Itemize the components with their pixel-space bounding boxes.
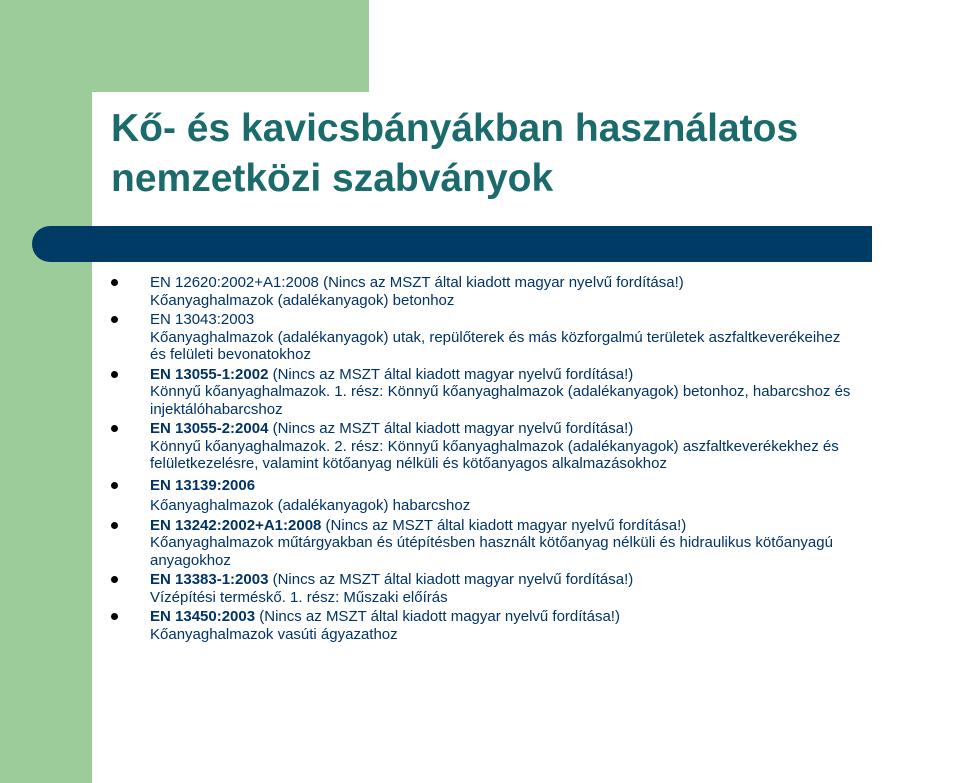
standard-code: EN 13242:2002+A1:2008 xyxy=(150,516,322,534)
title-line-2: nemzetközi szabványok xyxy=(111,157,554,200)
green-sidebar-decoration xyxy=(0,0,92,783)
list-item xyxy=(150,420,956,473)
standards-list xyxy=(150,274,956,643)
standard-description: Vízépítési terméskő. 1. rész: Műszaki előírás xyxy=(150,588,448,606)
standard-code: EN 12620:2002+A1:2008 xyxy=(150,274,319,291)
standard-description: Kőanyaghalmazok (adalékanyagok) betonhoz xyxy=(150,291,455,309)
standard-description: felületkezelésre, valamint kötőanyag nélküli és kötőanyagos alkalmazásokhoz xyxy=(150,455,667,472)
standard-description: Könnyű kőanyaghalmazok. 2. rész: Könnyű kőanyaghalmazok (adalékanyagok) aszfaltkeverékekhez és xyxy=(150,437,839,455)
standard-code: EN 13450:2003 xyxy=(150,608,256,625)
list-item xyxy=(150,366,956,419)
standard-code: EN 13055-2:2004 xyxy=(150,420,269,437)
title-divider-bar xyxy=(32,226,872,262)
standard-description: Kőanyaghalmazok (adalékanyagok) habarcshoz xyxy=(150,497,471,514)
green-top-decoration xyxy=(0,0,369,92)
translation-note: (Nincs az MSZT által kiadott magyar nyelvű fordítása!) xyxy=(321,516,687,534)
standard-code: EN 13043:2003 xyxy=(150,311,255,328)
standard-code: EN 13139:2006 xyxy=(150,476,256,494)
title-line-1: Kő- és kavicsbányákban használatos xyxy=(111,107,799,150)
list-item xyxy=(150,274,956,309)
translation-note: (Nincs az MSZT által kiadott magyar nyelvű fordítása!) xyxy=(255,608,620,625)
standard-code: EN 13055-1:2002 xyxy=(150,365,269,383)
standard-description: Kőanyaghalmazok vasúti ágyazathoz xyxy=(150,625,398,643)
standard-description: és felületi bevonatokhoz xyxy=(150,346,311,363)
standard-description: Könnyű kőanyaghalmazok. 1. rész: Könnyű kőanyaghalmazok (adalékanyagok) betonhoz, habarcshoz és xyxy=(150,383,851,400)
translation-note: (Nincs az MSZT által kiadott magyar nyelvű fordítása!) xyxy=(268,365,634,383)
page-title xyxy=(111,104,951,204)
standard-description: injektálóhabarcshoz xyxy=(150,400,283,418)
list-item xyxy=(150,477,956,515)
translation-note: (Nincs az MSZT által kiadott magyar nyelvű fordítása!) xyxy=(318,274,684,291)
standard-description: Kőanyaghalmazok műtárgyakban és útépítésben használt kötőanyag nélküli és hidraulikus kötőanyagú xyxy=(150,534,833,551)
list-item xyxy=(150,571,956,606)
list-item xyxy=(150,311,956,364)
translation-note: (Nincs az MSZT által kiadott magyar nyelvű fordítása!) xyxy=(268,420,634,437)
list-item xyxy=(150,608,956,643)
translation-note: (Nincs az MSZT által kiadott magyar nyelvű fordítása!) xyxy=(268,571,634,588)
standard-description: Kőanyaghalmazok (adalékanyagok) utak, repülőterek és más közforgalmú területek aszfaltkeverékeihez xyxy=(150,328,841,346)
list-item xyxy=(150,517,956,570)
standard-description: anyagokhoz xyxy=(150,551,231,569)
standard-code: EN 13383-1:2003 xyxy=(150,571,269,588)
